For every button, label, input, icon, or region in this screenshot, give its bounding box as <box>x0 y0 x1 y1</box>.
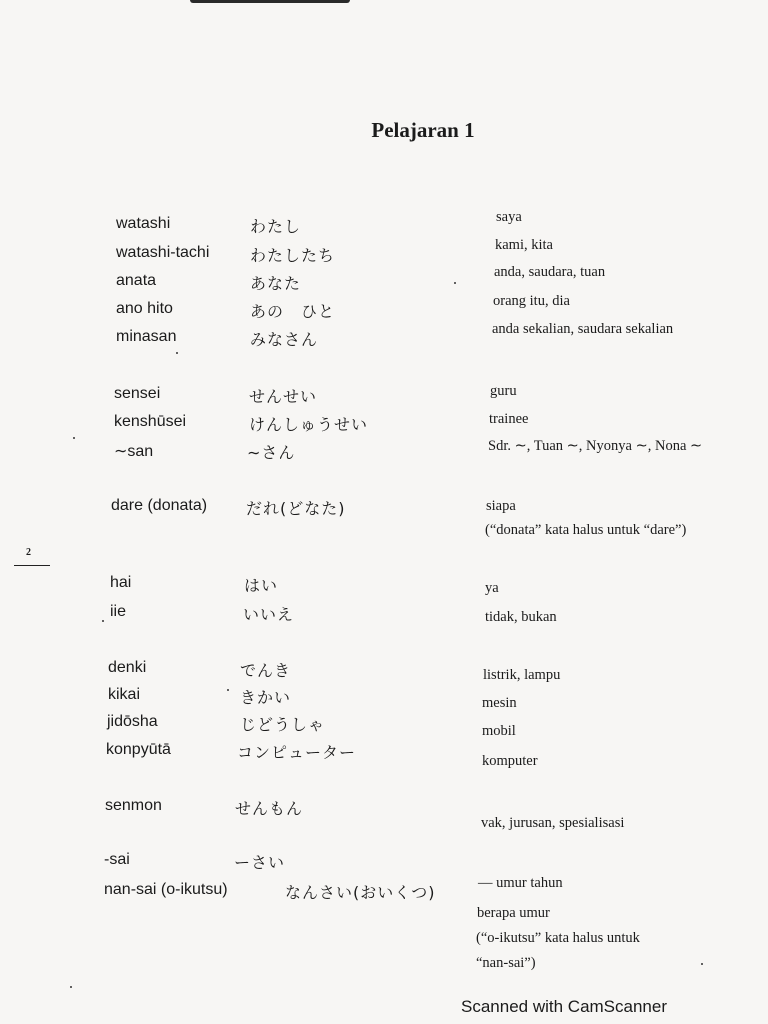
vocab-meaning: trainee <box>489 411 529 427</box>
vocab-meaning: listrik, lampu <box>483 667 561 683</box>
vocab-meaning: komputer <box>482 753 538 769</box>
vocab-kana: でんき <box>240 661 292 680</box>
vocab-meaning: Sdr. ∼, Tuan ∼, Nyonya ∼, Nona ∼ <box>488 438 703 454</box>
vocab-romaji: anata <box>116 272 157 289</box>
vocab-romaji: jidōsha <box>107 713 158 730</box>
vocab-kana: せんせい <box>249 387 318 406</box>
vocab-romaji: dare (donata) <box>111 497 208 514</box>
vocab-romaji: ∼san <box>114 443 154 460</box>
vocab-meaning: anda, saudara, tuan <box>494 264 606 280</box>
vocab-romaji: sensei <box>114 385 161 402</box>
vocab-kana: あなた <box>250 274 302 293</box>
vocab-kana: わたしたち <box>250 246 336 265</box>
page-number: 2 <box>26 547 31 558</box>
scan-speck <box>701 963 703 965</box>
vocab-meaning: mobil <box>482 723 516 739</box>
vocab-romaji: nan-sai (o-ikutsu) <box>104 881 228 898</box>
vocab-meaning: vak, jurusan, spesialisasi <box>481 815 625 831</box>
vocab-romaji: -sai <box>104 851 130 868</box>
vocab-meaning: kami, kita <box>495 237 553 253</box>
vocab-meaning: siapa <box>486 498 516 514</box>
vocab-meaning: saya <box>496 209 522 225</box>
vocab-meaning: berapa umur <box>477 905 550 921</box>
vocab-romaji: iie <box>110 603 127 620</box>
vocab-meaning: (“o-ikutsu” kata halus untuk <box>476 930 640 946</box>
page-number-rule <box>14 565 50 566</box>
vocab-romaji: ano hito <box>116 300 173 317</box>
vocab-meaning: “nan-sai”) <box>476 955 536 971</box>
vocab-kana: みなさん <box>250 330 319 349</box>
vocab-kana: せんもん <box>235 799 304 818</box>
vocab-kana: コンピューター <box>237 743 357 762</box>
scan-speck <box>176 352 178 354</box>
vocab-meaning: guru <box>490 383 517 399</box>
vocab-kana: いいえ <box>243 605 295 624</box>
vocab-kana: ーさい <box>234 853 286 872</box>
vocab-romaji: konpyūtā <box>106 741 171 758</box>
scan-speck <box>227 689 229 691</box>
vocab-kana: はい <box>244 576 279 595</box>
vocab-kana: きかい <box>240 688 292 707</box>
vocab-romaji: kenshūsei <box>114 413 187 430</box>
vocab-romaji: denki <box>108 659 147 676</box>
vocab-meaning: orang itu, dia <box>493 293 570 309</box>
vocab-meaning: — umur tahun <box>478 875 563 891</box>
vocab-meaning: (“donata” kata halus untuk “dare”) <box>485 522 687 538</box>
vocab-meaning: ya <box>485 580 499 596</box>
vocab-romaji: hai <box>110 574 132 591</box>
vocab-kana: だれ(どなた) <box>246 499 346 518</box>
scan-speck <box>454 282 456 284</box>
vocab-romaji: watashi <box>116 215 171 232</box>
scanner-watermark: Scanned with CamScanner <box>461 997 668 1016</box>
vocab-kana: じどうしゃ <box>240 715 326 734</box>
vocab-kana: なんさい(おいくつ) <box>285 883 436 902</box>
scan-speck <box>102 620 104 622</box>
vocab-romaji: senmon <box>105 797 162 814</box>
vocab-meaning: anda sekalian, saudara sekalian <box>492 321 674 337</box>
page-top-edge <box>190 0 350 3</box>
vocab-kana: わたし <box>250 217 302 236</box>
scan-speck <box>70 986 72 988</box>
vocab-kana: あの ひと <box>250 302 336 321</box>
vocab-kana: ∼さん <box>247 443 296 462</box>
vocab-meaning: tidak, bukan <box>485 609 557 625</box>
vocab-romaji: kikai <box>108 686 141 703</box>
page-title: Pelajaran 1 <box>371 118 475 142</box>
vocab-romaji: minasan <box>116 328 177 345</box>
scan-speck <box>73 437 75 439</box>
vocab-kana: けんしゅうせい <box>249 415 369 434</box>
vocab-romaji: watashi-tachi <box>116 244 210 261</box>
vocab-meaning: mesin <box>482 695 517 711</box>
